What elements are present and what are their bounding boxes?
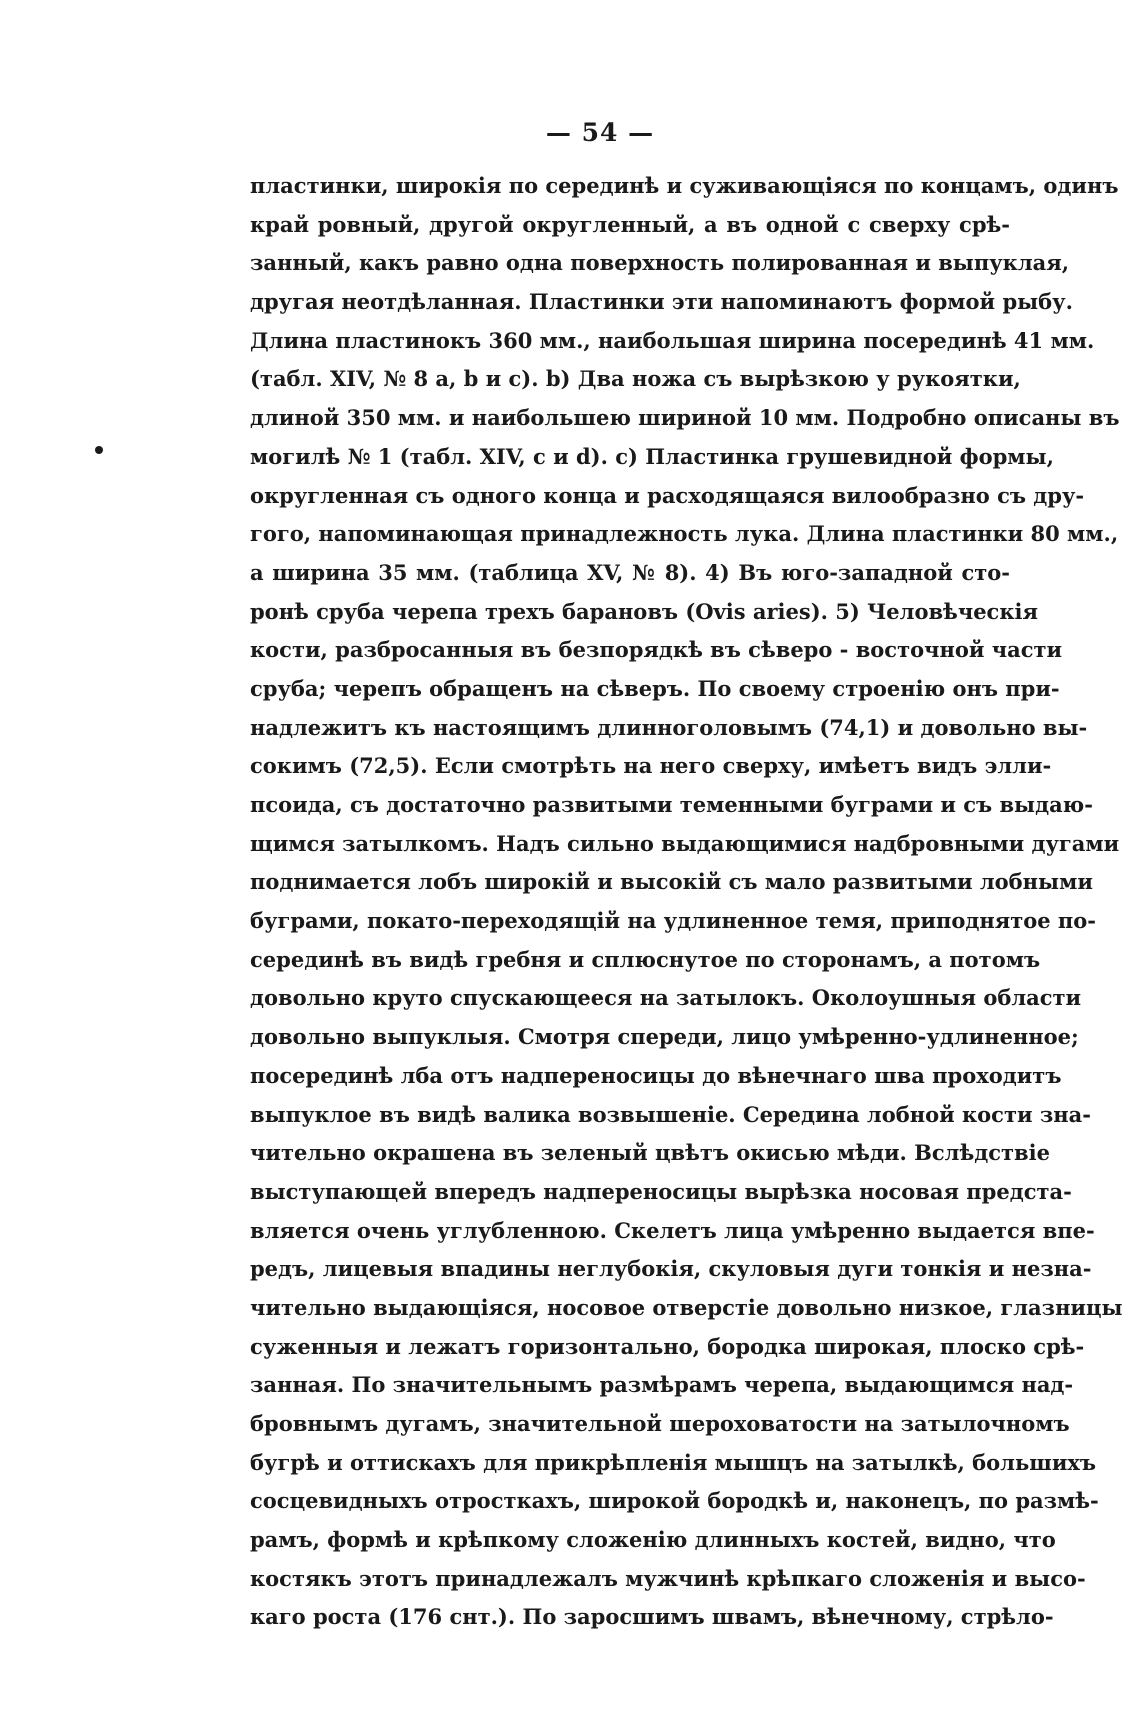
text-line: рамъ, формѣ и крѣпкому сложенію длинныхъ костей, видно, что — [250, 1527, 1056, 1553]
text-line: Длина пластинокъ 360 мм., наибольшая ширина посерединѣ 41 мм. — [250, 327, 1095, 353]
text-line: посерединѣ лба отъ надпереносицы до вѣнечнаго шва проходитъ — [250, 1062, 1062, 1088]
page-number: — 54 — — [545, 118, 655, 147]
text-line: длиной 350 мм. и наибольшею шириной 10 мм. Подробно описаны въ — [250, 405, 1120, 431]
text-line: костякъ этотъ принадлежалъ мужчинѣ крѣпкаго сложенія и высо- — [250, 1565, 1086, 1591]
text-line: занный, какъ равно одна поверхность полированная и выпуклая, — [250, 250, 1070, 276]
text-line: щимся затылкомъ. Надъ сильно выдающимися надбровными дугами — [250, 830, 1120, 856]
text-line: сруба; черепъ обращенъ на сѣверъ. По своему строенію онъ при- — [250, 675, 1060, 701]
text-line: редъ, лицевыя впадины неглубокія, скуловыя дуги тонкія и незна- — [250, 1256, 1092, 1282]
margin-dot — [95, 446, 103, 454]
text-line: ронѣ сруба черепа трехъ барановъ (Ovis aries). 5) Человѣческія — [250, 598, 1039, 624]
text-line: пластинки, широкія по серединѣ и суживающіяся по концамъ, одинъ — [250, 173, 1119, 198]
text-line: сокимъ (72,5). Если смотрѣть на него сверху, имѣетъ видъ элли- — [250, 753, 1052, 779]
text-line: надлежитъ къ настоящимъ длинноголовымъ (74,1) и довольно вы- — [250, 714, 1088, 740]
text-line: бровнымъ дугамъ, значительной шероховатости на затылочномъ — [250, 1411, 1070, 1436]
text-line: край ровный, другой округленный, а въ одной c сверху срѣ- — [250, 211, 1010, 237]
text-line: серединѣ въ видѣ гребня и сплюснутое по сторонамъ, а потомъ — [250, 946, 1041, 972]
text-line: поднимается лобъ широкій и высокій съ мало развитыми лобными — [250, 869, 1093, 895]
text-line: буграми, покато-переходящій на удлиненное темя, приподнятое по- — [250, 908, 1097, 934]
text-line: бугрѣ и оттискахъ для прикрѣпленія мышцъ на затылкѣ, большихъ — [250, 1449, 1097, 1475]
text-line: а ширина 35 мм. (таблица XV, № 8). 4) Въ юго-западной сто- — [250, 559, 1010, 585]
text-line: гого, напоминающая принадлежность лука. Длина пластинки 80 мм., — [250, 521, 1119, 547]
text-line: псоида, съ достаточно развитыми теменными буграми и съ выдаю- — [250, 792, 1093, 817]
body-text — [250, 167, 1123, 1637]
text-line: округленная съ одного конца и расходящаяся вилообразно съ дру- — [250, 482, 1085, 508]
text-line: суженныя и лежатъ горизонтально, бородка широкая, плоско срѣ- — [250, 1333, 1085, 1359]
text-line: выпуклое въ видѣ валика возвышеніе. Середина лобной кости зна- — [250, 1101, 1091, 1127]
text-line: каго роста (176 снт.). По заросшимъ швамъ, вѣнечному, стрѣло- — [250, 1604, 1054, 1630]
text-line: довольно круто спускающееся на затылокъ. Околоушныя области — [250, 985, 1082, 1011]
text-line: занная. По значительнымъ размѣрамъ черепа, выдающимся над- — [250, 1372, 1074, 1398]
text-line: чительно выдающіяся, носовое отверстіе довольно низкое, глазницы — [250, 1294, 1123, 1320]
text-line: другая неотдѣланная. Пластинки эти напоминаютъ формой рыбу. — [250, 289, 1073, 315]
text-line: (табл. XIV, № 8 a, b и c). b) Два ножа съ вырѣзкою у рукоятки, — [250, 366, 1021, 392]
text-line: довольно выпуклыя. Смотря спереди, лицо умѣренно-удлиненное; — [250, 1024, 1079, 1050]
text-line: сосцевидныхъ отросткахъ, широкой бородкѣ и, наконецъ, по размѣ- — [250, 1488, 1099, 1514]
text-line: могилѣ № 1 (табл. XIV, c и d). c) Пластинка грушевидной формы, — [250, 443, 1054, 469]
text-line: чительно окрашена въ зеленый цвѣтъ окисью мѣди. Вслѣдствіе — [250, 1140, 1050, 1166]
text-line: кости, разбросанныя въ безпорядкѣ въ сѣверо - восточной части — [250, 637, 1063, 663]
text-line: выступающей впередъ надпереносицы вырѣзка носовая предста- — [250, 1178, 1072, 1204]
text-line: вляется очень углубленною. Скелетъ лица умѣренно выдается впе- — [250, 1217, 1095, 1243]
